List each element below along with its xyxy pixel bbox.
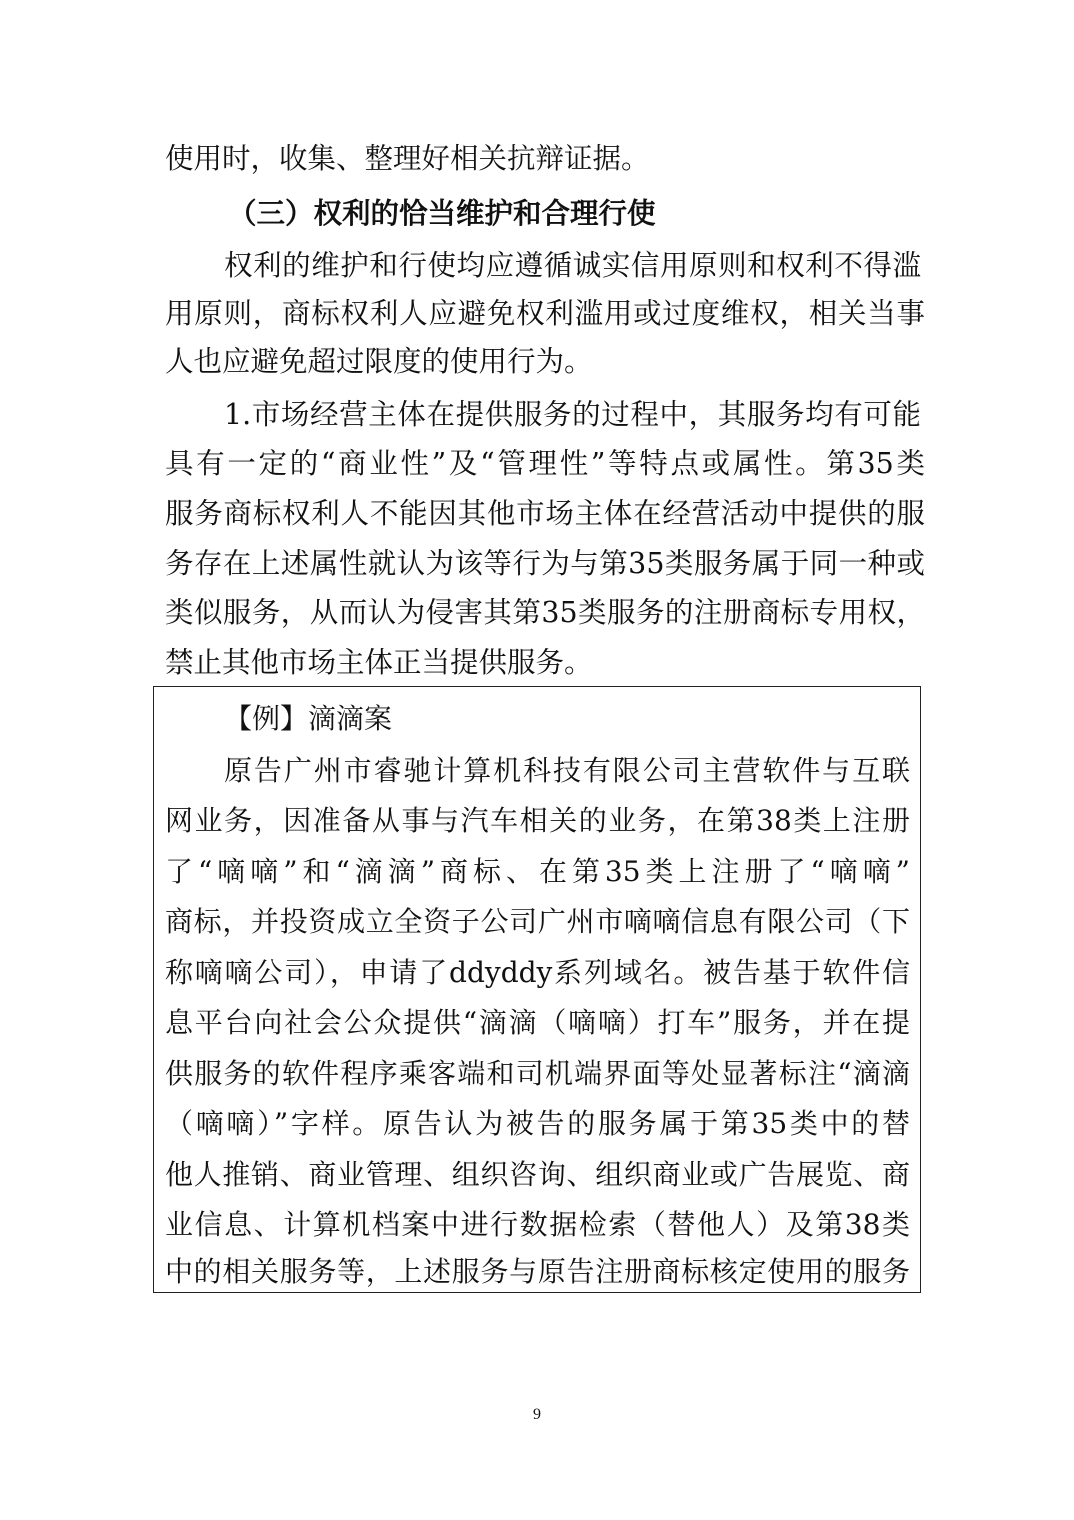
- case-line: 商标，并投资成立全资子公司广州市嘀嘀信息有限公司（下: [165, 905, 910, 938]
- paragraph2-line: 禁止其他市场主体正当提供服务。: [165, 646, 593, 679]
- case-line: 业信息、计算机档案中进行数据检索（替他人）及第38类: [165, 1208, 910, 1241]
- case-line: 称嘀嘀公司），申请了ddyddy系列域名。被告基于软件信: [165, 956, 910, 989]
- paragraph2-line: 务存在上述属性就认为该等行为与第35类服务属于同一种或: [165, 547, 925, 580]
- paragraph2-line: 类似服务，从而认为侵害其第35类服务的注册商标专用权，: [165, 596, 925, 629]
- case-title: 【例】滴滴案: [224, 702, 393, 735]
- case-line: 他人推销、商业管理、组织咨询、组织商业或广告展览、商: [165, 1158, 910, 1191]
- case-line: 供服务的软件程序乘客端和司机端界面等处显著标注“滴滴: [165, 1057, 910, 1090]
- paragraph1-line: 用原则，商标权利人应避免权利滥用或过度维权，相关当事: [165, 297, 925, 330]
- case-line: （嘀嘀）”字样。原告认为被告的服务属于第35类中的替: [165, 1107, 910, 1140]
- paragraph1-line: 人也应避免超过限度的使用行为。: [165, 345, 593, 378]
- paragraph1-line: 权利的维护和行使均应遵循诚实信用原则和权利不得滥: [224, 249, 921, 282]
- paragraph2-line: 1.市场经营主体在提供服务的过程中，其服务均有可能: [224, 398, 921, 431]
- case-line: 原告广州市睿驰计算机科技有限公司主营软件与互联: [224, 754, 910, 787]
- section-heading: （三）权利的恰当维护和合理行使: [228, 196, 656, 230]
- case-line: 网业务，因准备从事与汽车相关的业务，在第38类上注册: [165, 804, 910, 837]
- case-line: 中的相关服务等，上述服务与原告注册商标核定使用的服务: [165, 1255, 910, 1288]
- case-line: 息平台向社会公众提供“滴滴（嘀嘀）打车”服务，并在提: [165, 1006, 910, 1039]
- page-number: 9: [533, 1406, 541, 1423]
- case-line: 了“嘀嘀”和“滴滴”商标、在第35类上注册了“嘀嘀”: [165, 855, 910, 888]
- paragraph2-line: 具有一定的“商业性”及“管理性”等特点或属性。第35类: [165, 447, 925, 480]
- continuation-line: 使用时，收集、整理好相关抗辩证据。: [165, 142, 650, 175]
- paragraph2-line: 服务商标权利人不能因其他市场主体在经营活动中提供的服: [165, 497, 925, 530]
